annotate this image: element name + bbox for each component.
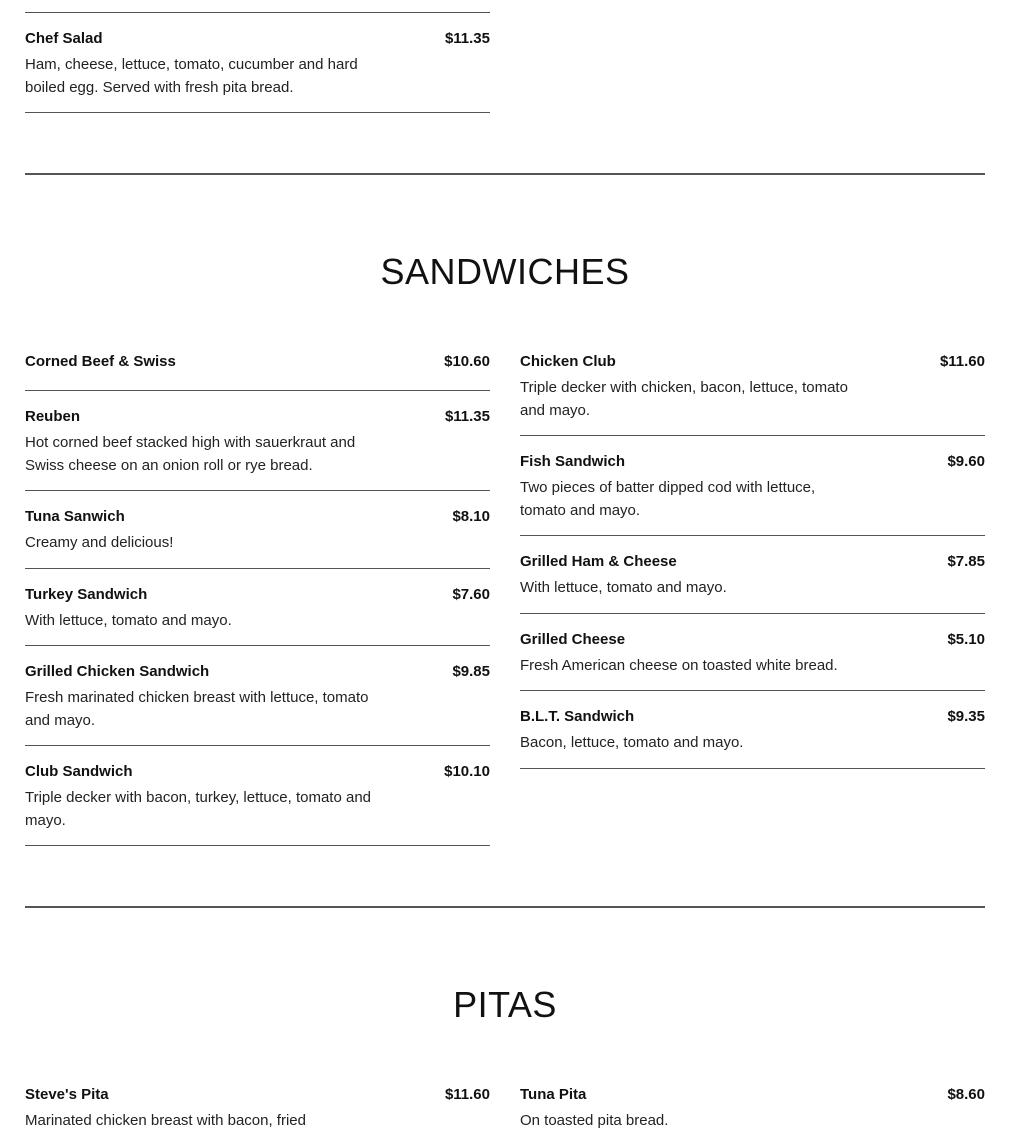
item-divider xyxy=(520,768,985,769)
item-divider xyxy=(520,435,985,436)
item-name: Steve's Pita xyxy=(25,1086,109,1103)
item-description: Hot corned beef stacked high with sauerkraut and Swiss cheese on an onion roll or rye bread. xyxy=(25,434,356,474)
item-name: Tuna Pita xyxy=(520,1086,587,1103)
menu-item xyxy=(25,1086,490,1129)
item-price: $8.10 xyxy=(452,508,490,525)
item-description: On toasted pita bread. xyxy=(520,1112,669,1129)
section-divider xyxy=(25,173,985,175)
item-divider xyxy=(25,568,490,569)
item-name: Grilled Chicken Sandwich xyxy=(25,663,210,680)
item-price: $8.60 xyxy=(947,1086,985,1103)
item-divider xyxy=(25,12,490,13)
item-description: With lettuce, tomato and mayo. xyxy=(520,579,727,596)
menu-item xyxy=(520,353,985,423)
item-divider xyxy=(25,490,490,491)
section-divider xyxy=(25,906,985,908)
menu-item-chef-salad xyxy=(25,30,490,100)
item-divider xyxy=(25,645,490,646)
item-description: Marinated chicken breast with bacon, fried xyxy=(25,1112,306,1129)
menu-item xyxy=(25,353,490,377)
menu-item xyxy=(25,586,490,634)
item-divider xyxy=(520,690,985,691)
menu-item xyxy=(25,763,490,833)
item-description: Triple decker with bacon, turkey, lettuce, tomato and mayo. xyxy=(25,789,372,829)
menu-item xyxy=(520,453,985,523)
item-divider xyxy=(520,535,985,536)
menu-item xyxy=(520,631,985,679)
item-price: $5.10 xyxy=(947,631,985,648)
item-description: With lettuce, tomato and mayo. xyxy=(25,612,232,629)
section-title-pitas: PITAS xyxy=(453,984,557,1025)
item-name: Chicken Club xyxy=(520,353,616,370)
item-description: Ham, cheese, lettuce, tomato, cucumber and hard boiled egg. Served with fresh pita bread. xyxy=(25,56,358,96)
item-description: Two pieces of batter dipped cod with lettuce, tomato and mayo. xyxy=(520,479,816,519)
item-price: $9.35 xyxy=(947,708,985,725)
item-description: Triple decker with chicken, bacon, lettuce, tomato and mayo. xyxy=(520,379,848,419)
item-price: $10.10 xyxy=(444,763,490,780)
item-price: $11.35 xyxy=(444,30,490,47)
item-name: Fish Sandwich xyxy=(520,453,626,470)
item-price: $11.35 xyxy=(444,408,490,425)
menu-item xyxy=(520,1086,985,1129)
menu-item xyxy=(520,553,985,601)
item-price: $7.60 xyxy=(452,586,490,603)
item-divider xyxy=(25,390,490,391)
item-name: Club Sandwich xyxy=(25,763,133,780)
item-price: $11.60 xyxy=(444,1086,490,1103)
item-divider xyxy=(25,112,490,113)
item-description: Bacon, lettuce, tomato and mayo. xyxy=(520,734,744,751)
item-description: Creamy and delicious! xyxy=(25,534,174,551)
item-description: Fresh marinated chicken breast with lettuce, tomato and mayo. xyxy=(25,689,369,729)
item-divider xyxy=(25,845,490,846)
item-description: Fresh American cheese on toasted white bread. xyxy=(520,657,838,674)
menu-item xyxy=(25,408,490,478)
item-name: Reuben xyxy=(25,408,81,425)
item-price: $9.60 xyxy=(947,453,985,470)
menu-item xyxy=(25,663,490,733)
item-divider xyxy=(520,613,985,614)
item-price: $9.85 xyxy=(452,663,490,680)
menu-item xyxy=(520,708,985,756)
item-name: Turkey Sandwich xyxy=(25,586,148,603)
item-name: Grilled Cheese xyxy=(520,631,626,648)
item-name: Chef Salad xyxy=(25,30,103,47)
item-price: $7.85 xyxy=(947,553,985,570)
item-name: Corned Beef & Swiss xyxy=(25,353,176,370)
item-price: $11.60 xyxy=(939,353,985,370)
section-title-sandwiches: SANDWICHES xyxy=(380,251,630,292)
item-price: $10.60 xyxy=(444,353,490,370)
item-divider xyxy=(25,745,490,746)
menu-item xyxy=(25,508,490,556)
item-name: Grilled Ham & Cheese xyxy=(520,553,677,570)
item-name: B.L.T. Sandwich xyxy=(520,708,635,725)
item-name: Tuna Sanwich xyxy=(25,508,125,525)
